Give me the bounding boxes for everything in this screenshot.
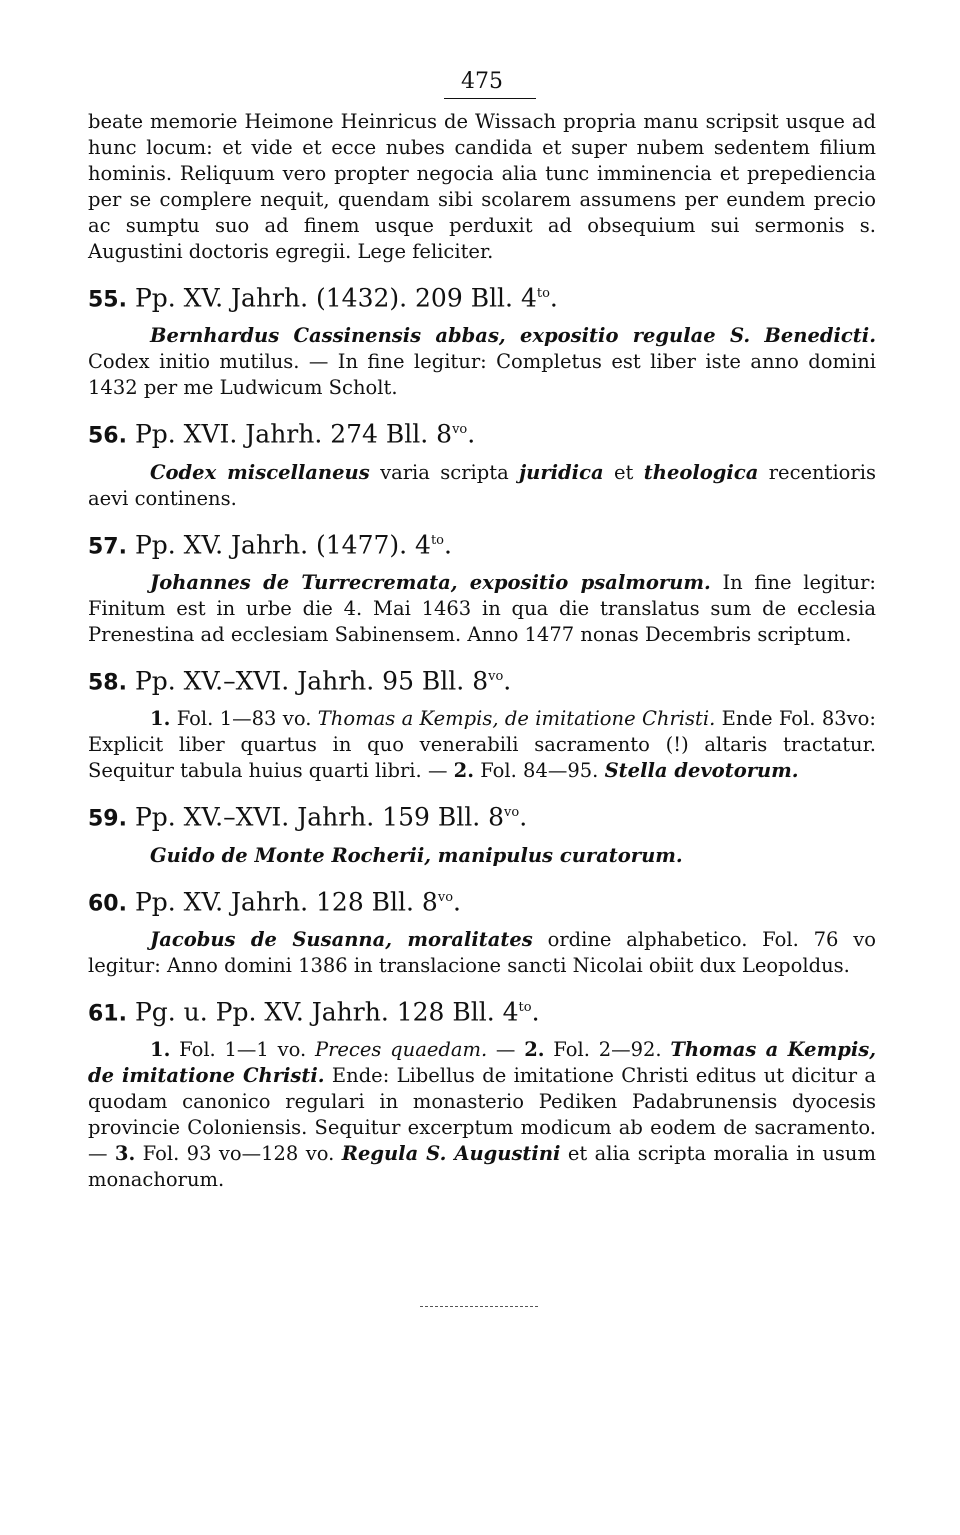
entry-body-61: 1. Fol. 1—1 vo. Preces quaedam. — 2. Fol. 2—92. Thomas a Kempis, de imitatione Christi. Ende: Libellus de imitatione Christi editus ut dicitur a quodam canonico regulari in monasterio Pediken Padabrunensis dyocesis provincie Coloniensis. Sequitur excerptum modicum ab eodem de sacramento. — 3. Fol. 93 vo—128 vo. Regula S. Augustini et alia scripta moralia in usum monachorum.: [88, 1038, 877, 1192]
entry-heading-55: 55. Pp. XV. Jahrh. (1432). 209 Bll. $4^{to}$.: [88, 283, 558, 313]
entry-heading-57: 57. Pp. XV. Jahrh. (1477). $4^{to}$.: [88, 529, 452, 559]
entry-body-57: Johannes de Turrecremata, expositio psalmorum. In fine legitur: Finitum est in urbe die 4. Mai 1463 in qua die translatus sum de ecclesia Prenestina ad ecclesiam Sabinensem. Anno 1477 nonas Decembris scriptum.: [88, 570, 876, 646]
entry-body-60: Jacobus de Susanna, moralitates ordine alphabetico. Fol. 76 vo legitur: Anno domini 1386 in translacione sancti Nicolai obiit dux Leopoldus.: [88, 927, 876, 977]
footer-divider: [420, 1306, 538, 1307]
entry-heading-58: 58. Pp. XV.–XVI. Jahrh. 95 Bll. $8^{vo}$.: [88, 666, 512, 696]
entry-heading-61: 61. Pg. u. Pp. XV. Jahrh. 128 Bll. $4^{to}$.: [88, 997, 540, 1027]
entry-heading-56: 56. Pp. XVI. Jahrh. 274 Bll. $8^{vo}$.: [88, 419, 476, 449]
entry-body-56: Codex miscellaneus varia scripta juridica et theologica recentioris aevi continens.: [88, 460, 876, 510]
entry-heading-60: 60. Pp. XV. Jahrh. 128 Bll. $8^{vo}$.: [88, 886, 461, 916]
page-number: 475: [461, 69, 503, 94]
intro-paragraph: beate memorie Heimone Heinricus de Wissach propria manu scripsit usque ad hunc locum: et vide et ecce nubes candida et super nubem sedentem filium hominis. Reliquum vero propter negocia alia tunc imminencia et prepediencia per se complere nequit, quendam sibi scolarem assumens per eundem precio ac sumptu suo ad finem usque perduxit ad obsequium sui sermonis s. Augustini doctoris egregii. Lege feliciter.: [88, 110, 876, 263]
entry-heading-59: 59. Pp. XV.–XVI. Jahrh. 159 Bll. $8^{vo}$.: [88, 802, 528, 832]
entry-body-58: 1. Fol. 1—83 vo. Thomas a Kempis, de imitatione Christi. Ende Fol. 83vo: Explicit liber quartus in quo venerabili sacramento (!) altaris tractatur. Sequitur tabula huius quarti libri. — 2. Fol. 84—95. Stella devotorum.: [88, 707, 876, 783]
entry-body-59: Guido de Monte Rocherii, manipulus curatorum.: [150, 843, 683, 867]
document-page: [88, 68, 876, 1193]
entry-body-55: Bernhardus Cassinensis abbas, expositio regulae S. Benedicti. Codex initio mutilus. — In fine legitur: Completus est liber iste anno domini 1432 per me Ludwicum Scholt.: [88, 324, 876, 400]
page-number-rule: [444, 98, 536, 99]
